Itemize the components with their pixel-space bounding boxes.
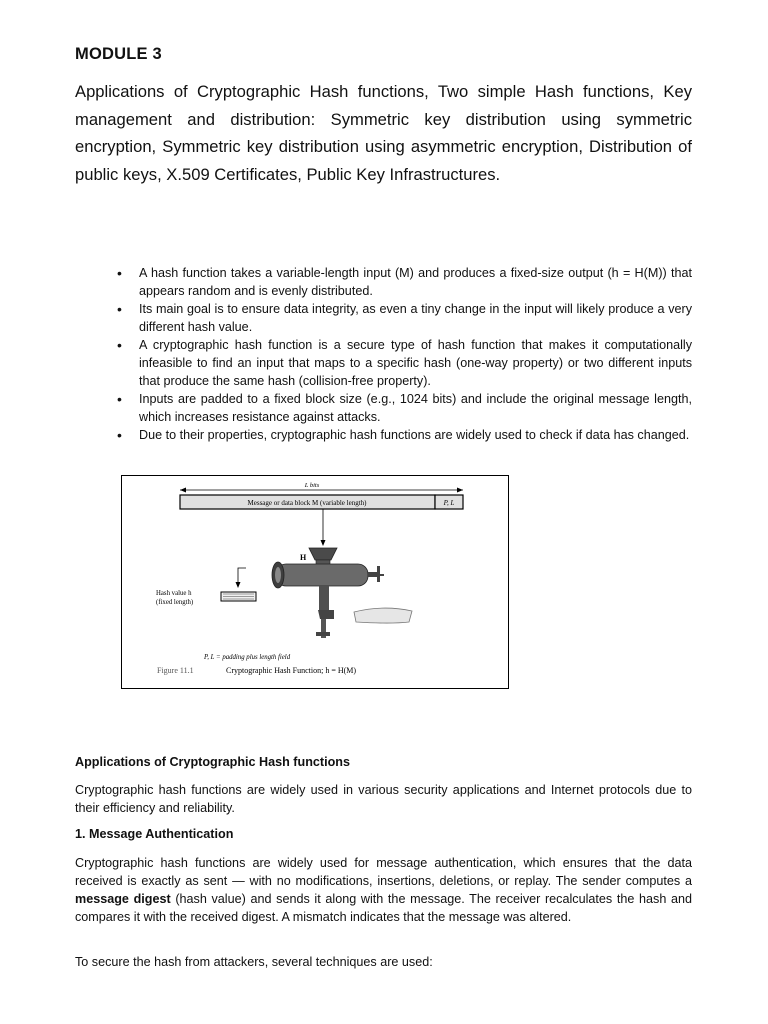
h-label: H [300, 553, 307, 562]
hash-value-length-label: (fixed length) [156, 599, 194, 606]
list-item: • Inputs are padded to a fixed block size (e.g., 1024 bits) and include the original message length, which increases resistance against attacks. [115, 391, 692, 426]
message-authentication-paragraph [75, 854, 692, 926]
list-item: • A cryptographic hash function is a secure type of hash function that makes it computationally infeasible to find an input that maps to a specific hash (one-way property) or two different inputs that produce the same hash (collision-free property). [115, 337, 692, 390]
figure-number: Figure 11.1 [157, 666, 194, 675]
list-item: • Due to their properties, cryptographic hash functions are widely used to check if data has changed. [115, 427, 692, 445]
module-title: MODULE 3 [75, 45, 162, 63]
list-item: • A hash function takes a variable-length input (M) and produces a fixed-size output (h = H(M)) that appears random and is evenly distributed. [115, 265, 692, 300]
padding-box-label: P, L [443, 499, 455, 507]
bullet-list [115, 265, 692, 446]
message-digest-term: message digest [75, 892, 171, 906]
module-intro: Applications of Cryptographic Hash functions, Two simple Hash functions, Key management and distribution: Symmetric key distribution using symmetric encryption, Symmetric key distribution using asymmetric encryption, Distribution of public keys, X.509 Certificates, Public Key Infrastructures. [75, 82, 692, 184]
padding-note: P, L = padding plus length field [204, 654, 291, 661]
list-item: • Its main goal is to ensure data integrity, as even a tiny change in the input will likely produce a very different hash value. [115, 301, 692, 336]
hash-function-figure [121, 475, 509, 689]
applications-intro: Cryptographic hash functions are widely used in various security applications and Internet protocols due to their efficiency and reliability. [75, 783, 692, 815]
figure-caption: Cryptographic Hash Function; h = H(M) [226, 666, 357, 675]
meat-grinder-icon [272, 548, 412, 638]
message-block-label: Message or data block M (variable length) [247, 499, 367, 507]
hash-value-label: Hash value h [156, 590, 192, 597]
applications-heading: Applications of Cryptographic Hash functions [75, 755, 350, 769]
message-authentication-heading: 1. Message Authentication [75, 827, 234, 841]
paragraph-text: (hash value) and sends it along with the message. The receiver recalculates the hash and compares it with the received digest. A mismatch indicates that the message was altered. [75, 892, 693, 924]
techniques-intro: To secure the hash from attackers, several techniques are used: [75, 955, 433, 969]
paragraph-text: Cryptographic hash functions are widely used for message authentication, which ensures that the data received is exactly as sent — with no modifications, insertions, deletions, or replay. The sender computes a [75, 856, 692, 888]
bits-label: L bits [304, 482, 320, 489]
